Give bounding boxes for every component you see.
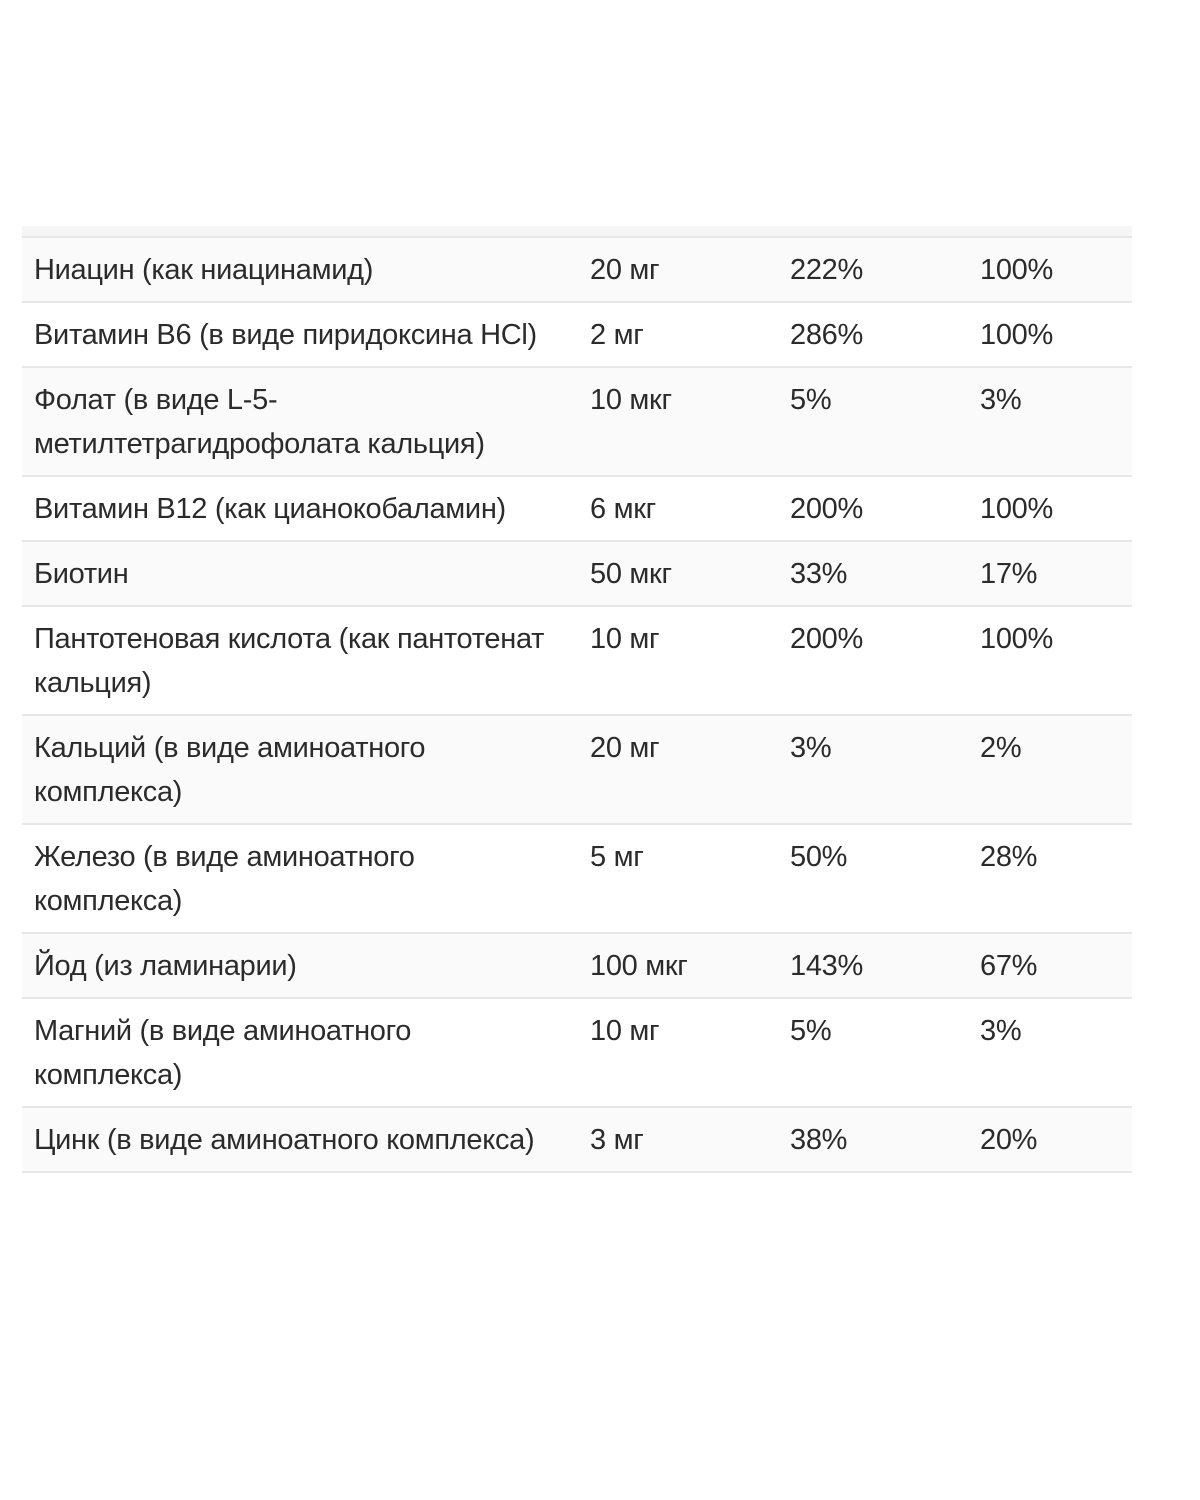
nutrient-daily-value-alt: 3% (968, 998, 1132, 1107)
table-row (22, 715, 1132, 824)
nutrient-daily-value: 38% (778, 1107, 968, 1172)
nutrient-amount: 10 мг (578, 606, 778, 715)
nutrient-daily-value: 200% (778, 606, 968, 715)
table-row (22, 606, 1132, 715)
nutrient-daily-value: 286% (778, 302, 968, 367)
nutrition-table-container (22, 226, 1132, 1173)
nutrient-daily-value: 200% (778, 476, 968, 541)
nutrient-amount: 20 мг (578, 715, 778, 824)
nutrient-amount: 5 мг (578, 824, 778, 933)
nutrient-daily-value-alt: 67% (968, 933, 1132, 998)
nutrient-amount: 50 мкг (578, 541, 778, 606)
nutrient-name: Витамин B12 (как цианокобаламин) (22, 476, 578, 541)
nutrient-amount: 100 мкг (578, 933, 778, 998)
table-row (22, 998, 1132, 1107)
nutrient-name: Железо (в виде аминоатного комплекса) (22, 824, 578, 933)
nutrient-daily-value: 5% (778, 367, 968, 476)
nutrient-name: Пантотеновая кислота (как пантотенат кальция) (22, 606, 578, 715)
nutrient-daily-value: 5% (778, 998, 968, 1107)
nutrient-daily-value-alt: 100% (968, 476, 1132, 541)
nutrient-daily-value: 33% (778, 541, 968, 606)
nutrient-daily-value-alt: 100% (968, 302, 1132, 367)
nutrient-daily-value-alt: 100% (968, 238, 1132, 302)
nutrient-amount: 2 мг (578, 302, 778, 367)
table-row (22, 541, 1132, 606)
nutrient-daily-value-alt: 28% (968, 824, 1132, 933)
nutrient-amount: 10 мг (578, 998, 778, 1107)
nutrient-name: Цинк (в виде аминоатного комплекса) (22, 1107, 578, 1172)
nutrient-daily-value-alt: 20% (968, 1107, 1132, 1172)
nutrient-name: Кальций (в виде аминоатного комплекса) (22, 715, 578, 824)
table-top-strip (22, 226, 1132, 238)
table-row (22, 302, 1132, 367)
nutrient-name: Фолат (в виде L-5-метилтетрагидрофолата кальция) (22, 367, 578, 476)
nutrient-daily-value: 3% (778, 715, 968, 824)
nutrition-table (22, 238, 1132, 1173)
table-row (22, 476, 1132, 541)
table-row (22, 1107, 1132, 1172)
nutrient-name: Ниацин (как ниацинамид) (22, 238, 578, 302)
nutrient-name: Витамин B6 (в виде пиридоксина HCl) (22, 302, 578, 367)
nutrient-daily-value: 222% (778, 238, 968, 302)
nutrient-daily-value: 143% (778, 933, 968, 998)
nutrient-amount: 6 мкг (578, 476, 778, 541)
nutrient-daily-value-alt: 100% (968, 606, 1132, 715)
table-row (22, 824, 1132, 933)
nutrient-amount: 20 мг (578, 238, 778, 302)
nutrient-daily-value-alt: 2% (968, 715, 1132, 824)
table-row (22, 933, 1132, 998)
nutrient-name: Магний (в виде аминоатного комплекса) (22, 998, 578, 1107)
nutrient-daily-value-alt: 17% (968, 541, 1132, 606)
nutrient-name: Йод (из ламинарии) (22, 933, 578, 998)
table-row (22, 238, 1132, 302)
table-row (22, 367, 1132, 476)
nutrient-daily-value-alt: 3% (968, 367, 1132, 476)
nutrient-amount: 10 мкг (578, 367, 778, 476)
nutrient-name: Биотин (22, 541, 578, 606)
nutrient-daily-value: 50% (778, 824, 968, 933)
nutrient-amount: 3 мг (578, 1107, 778, 1172)
